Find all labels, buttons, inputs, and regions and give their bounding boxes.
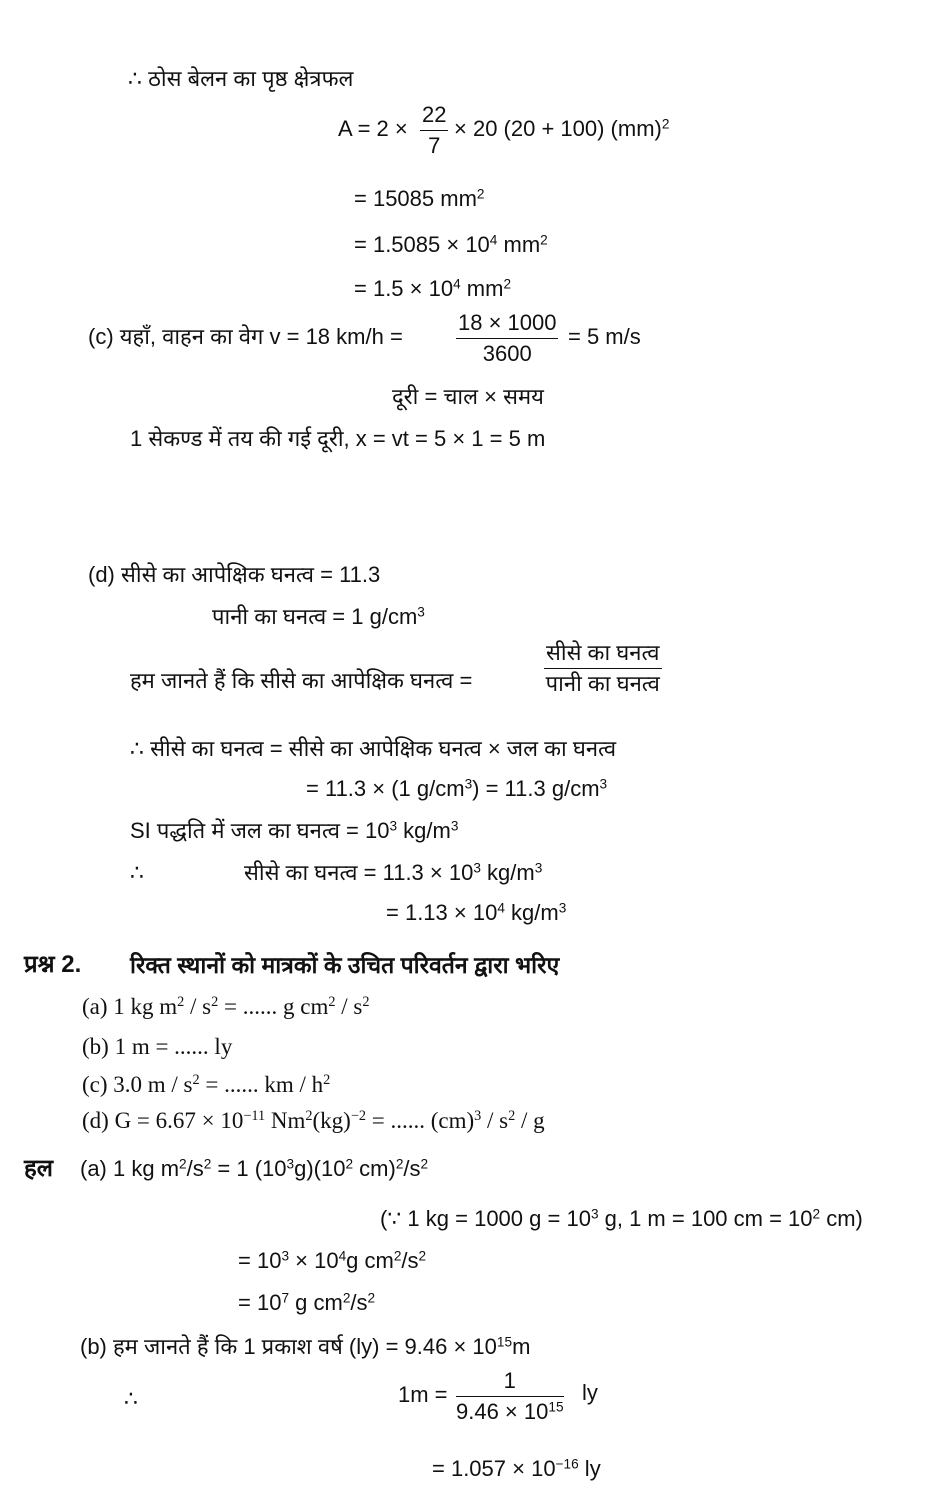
exponent: 3 [464,776,473,792]
equation-part: / g [515,1108,545,1133]
equation-part: (kg) [312,1108,351,1133]
equation-part: m [512,1334,531,1359]
equation-line [88,324,403,350]
exponent: 3 [534,860,543,876]
question-part [82,994,369,1020]
equation-part: / s [184,994,212,1019]
exponent: 15 [496,1334,513,1350]
equation-line [130,668,472,694]
equation-part: 9.46 × 10 [456,1399,549,1424]
equation-part: × 10 [289,1248,339,1273]
exponent: 4 [489,232,498,248]
question-part [82,1108,545,1134]
text-line: (d) सीसे का आपेक्षिक घनत्व = 11.3 [88,562,381,587]
exponent: 2 [420,1156,429,1172]
equation-part: cm) [353,1156,396,1181]
exponent: 2 [362,994,370,1011]
equation-line [432,1456,601,1482]
fraction [456,1368,564,1425]
exponent: 2 [540,232,548,248]
equation-line [582,1380,598,1406]
equation-line [386,900,566,926]
equation-part: पानी का घनत्व = 1 g/cm [212,604,418,629]
equation-line [354,276,511,302]
exponent: 15 [548,1399,564,1415]
therefore-symbol: ∴ [124,1386,138,1411]
equation-part: /s [186,1156,204,1181]
exponent: −2 [350,1108,367,1125]
question-label: प्रश्न 2. [24,951,82,978]
equation-part: mm [497,232,541,257]
exponent: 2 [177,994,185,1011]
fraction-denominator: 3600 [482,341,532,366]
equation-part: (c) 3.0 m / s [82,1072,193,1097]
equation-part: g cm [289,1290,343,1315]
equation-line [80,1334,530,1360]
equation-part: / s [481,1108,509,1133]
exponent: 4 [497,900,505,916]
equation-line [354,232,548,258]
equation-note [380,1206,863,1232]
equation-part: ly [578,1456,601,1481]
equation-line [398,1382,448,1408]
equation-line [238,1248,426,1274]
equation-part: = 1.13 × 10 [386,900,498,925]
exponent: 3 [473,860,481,876]
equation-line [568,324,641,350]
solution-label: हल [24,1155,54,1182]
equation-part: (b) हम जानते हैं कि 1 प्रकाश वर्ष (ly) = 9.46 × 10 [80,1334,497,1359]
equation-part: = 1 (10 [211,1156,287,1181]
exponent: 2 [192,1072,200,1089]
equation-part: (∵ 1 kg = 1000 g = 10 [380,1206,591,1231]
text-line: ∴ ठोस बेलन का पृष्ठ क्षेत्रफल [128,66,354,91]
equation-part: = 11.3 × (1 g/cm [306,776,465,801]
exponent: 3 [474,1108,482,1125]
equation-line [306,776,607,802]
exponent: 4 [338,1248,347,1264]
fraction [456,310,558,367]
fraction-denominator [456,1397,564,1425]
exponent: 7 [281,1290,290,1306]
text-line: ∴ सीसे का घनत्व = सीसे का आपेक्षिक घनत्व × जल का घनत्व [130,736,617,761]
exponent: 2 [393,1248,402,1264]
equation-part: kg/m [397,818,451,843]
equation-part: ) = 11.3 g/cm [472,776,600,801]
equation-part: cm) [820,1206,863,1231]
equation-part: (a) 1 kg m [82,994,178,1019]
equation-part: = 10 [238,1248,282,1273]
exponent: −11 [243,1108,266,1125]
exponent: 2 [508,1108,516,1125]
exponent: 2 [179,1156,187,1172]
exponent: 3 [417,604,425,620]
equation-part: = 1.057 × 10 [432,1456,556,1481]
equation-part: = 10 [238,1290,282,1315]
equation-part: × 20 (20 + 100) (mm) [454,116,662,141]
exponent: 2 [342,1290,351,1306]
exponent: 2 [812,1206,821,1222]
equation-line [130,818,458,844]
equation-part: हम जानते हैं कि सीसे का आपेक्षिक घनत्व = [130,668,473,693]
equation-part: /s [403,1156,421,1181]
exponent: 4 [453,276,461,292]
equation-part: mm [460,276,504,301]
equation-part: SI पद्धति में जल का घनत्व = 10 [130,818,390,843]
equation-part: (a) 1 kg m [80,1156,180,1181]
fraction [420,102,448,159]
equation-part: g)(10 [294,1156,346,1181]
exponent: 3 [389,818,398,834]
equation-part: = 15085 mm [354,186,477,211]
equation-part: kg/m [480,860,535,885]
exponent: 2 [367,1290,376,1306]
fraction-denominator: पानी का घनत्व [545,671,660,696]
equation-line [212,604,425,630]
equation-line [454,116,669,142]
exponent: 2 [203,1156,212,1172]
equation-part: = 1.5 × 10 [354,276,454,301]
equation-part: (c) यहाँ, वाहन का वेग v = 18 km/h = [88,324,403,349]
exponent: 2 [211,994,219,1011]
exponent: 2 [476,186,485,202]
equation-part: /s [401,1248,419,1273]
text-line: 1 सेकण्ड में तय की गई दूरी, x = vt = 5 × 1 = 5 m [130,426,546,451]
fraction-numerator: 18 × 1000 [456,310,558,339]
fraction-denominator: 7 [428,133,441,158]
equation-part: ly [582,1380,598,1405]
equation-line [80,1156,428,1182]
equation-part: Nm [265,1108,306,1133]
exponent: 2 [661,116,670,132]
equation-line [238,1290,375,1316]
exponent: −16 [555,1456,579,1472]
equation-part: सीसे का घनत्व = 11.3 × 10 [244,860,474,885]
equation-part: = 5 m/s [568,324,641,349]
exponent: 2 [305,1108,313,1125]
equation-line [354,186,484,212]
equation-line [244,860,542,886]
exponent: 3 [281,1248,290,1264]
exponent: 2 [328,994,336,1011]
therefore-symbol: ∴ [130,860,144,885]
equation-part: = ...... g cm [218,994,329,1019]
equation-part: /s [350,1290,368,1315]
equation-part: = ...... km / h [199,1072,324,1097]
equation-line [338,116,408,142]
exponent: 3 [590,1206,599,1222]
equation-part: = 1.5085 × 10 [354,232,490,257]
fraction-numerator: 22 [420,102,448,131]
question-text: रिक्त स्थानों को मात्रकों के उचित परिवर्तन द्वारा भरिए [130,952,560,978]
fraction-numerator: 1 [456,1368,564,1397]
equation-part: g cm [346,1248,394,1273]
exponent: 2 [418,1248,427,1264]
exponent: 2 [395,1156,404,1172]
question-part [82,1072,330,1098]
exponent: 3 [286,1156,295,1172]
exponent: 2 [503,276,512,292]
exponent: 3 [558,900,567,916]
fraction [544,640,662,697]
equation-part: g, 1 m = 100 cm = 10 [598,1206,813,1231]
text-line: दूरी = चाल × समय [392,384,544,409]
equation-part: A = 2 × [338,116,408,141]
exponent: 2 [345,1156,354,1172]
exponent: 3 [599,776,608,792]
equation-part: 1m = [398,1382,448,1407]
equation-part: (d) G = 6.67 × 10 [82,1108,244,1133]
question-part: (b) 1 m = ...... ly [82,1034,233,1059]
exponent: 2 [323,1072,331,1089]
equation-part: / s [335,994,363,1019]
fraction-numerator: सीसे का घनत्व [544,640,662,669]
equation-part: kg/m [504,900,559,925]
exponent: 3 [450,818,459,834]
equation-part: = ...... (cm) [366,1108,475,1133]
